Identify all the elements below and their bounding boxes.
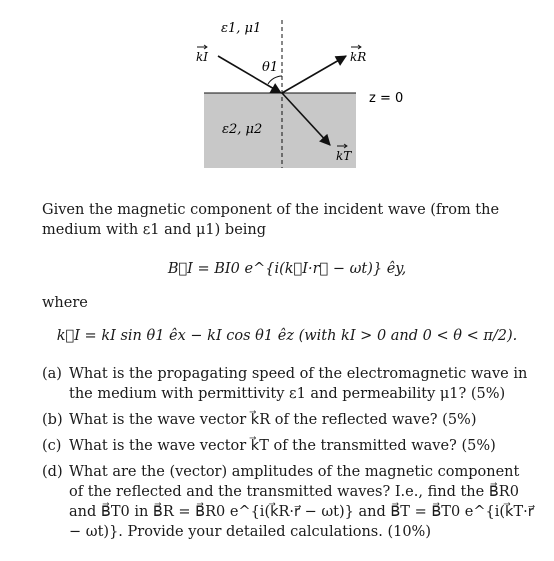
interface-label: z = 0 [369, 91, 404, 106]
question-a [42, 364, 537, 404]
where-text: where [42, 295, 88, 311]
medium1-label: ε1, μ1 [221, 21, 262, 36]
medium2-label: ε2, μ2 [222, 122, 263, 137]
question-label: (a) [42, 366, 62, 382]
kR-vector-accent [351, 45, 361, 49]
question-text: What is the wave vector k⃗R of the reflected wave? (5%) [69, 412, 477, 428]
reflected-ray [282, 56, 346, 93]
kR-label: kR [350, 50, 367, 64]
kI-label: kI [196, 50, 209, 64]
refraction-diagram [0, 0, 554, 185]
question-c [42, 436, 537, 456]
question-d [42, 462, 537, 542]
question-text: What is the propagating speed of the electromagnetic wave in the medium with permittivity ε1 and permeability μ1? (5%) [69, 366, 528, 402]
question-b [42, 410, 537, 430]
theta-label: θ1 [262, 60, 279, 75]
question-text: What is the wave vector k⃗T of the transmitted wave? (5%) [69, 438, 496, 454]
intro-paragraph: Given the magnetic component of the incident wave (from the medium with ε1 and μ1) being [42, 202, 500, 238]
question-label: (d) [42, 464, 63, 480]
kI-vector-accent [197, 45, 207, 49]
question-label: (c) [42, 438, 62, 454]
question-list [42, 364, 537, 548]
question-text: What are the (vector) amplitudes of the magnetic component of the reflected and the transmitted waves? I.e., find the B⃗R0 and B⃗T0 in B⃗R = B⃗R0 e^{i(k⃗R·r⃗ − ωt)} and B⃗T = B⃗T0 e^{i(k⃗T·r⃗ − ωt)}. Provide your detailed calculations. (10%) [69, 464, 534, 540]
equation-incident-wave-vector: k⃗I = kI sin θ1 êx − kI cos θ1 êz (with kI > 0 and 0 < θ < π/2). [56, 328, 518, 344]
question-label: (b) [42, 412, 63, 428]
theta-arc [268, 76, 282, 84]
equation-incident-b-field: B⃗I = BI0 e^{i(k⃗I·r⃗ − ωt)} êy, [167, 261, 407, 277]
kT-label: kT [336, 149, 352, 163]
